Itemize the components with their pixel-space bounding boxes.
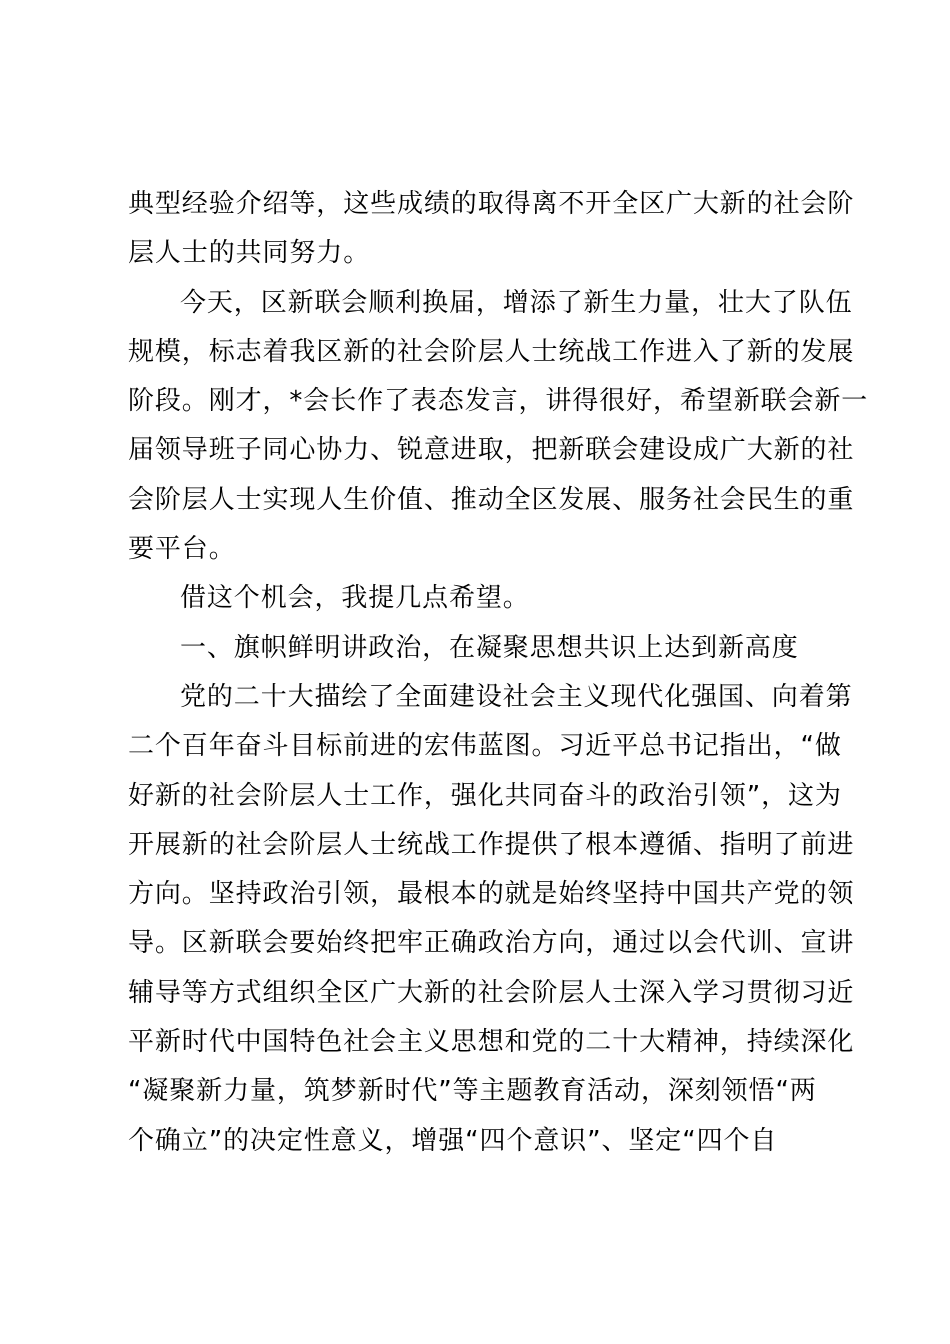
text-line: 要平台。 bbox=[128, 534, 236, 565]
section-heading: 一、旗帜鲜明讲政治，在凝聚思想共识上达到新高度 bbox=[180, 632, 799, 663]
text-line: 二个百年奋斗目标前进的宏伟蓝图。习近平总书记指出，“做 bbox=[128, 731, 842, 762]
text-line: 党的二十大描绘了全面建设社会主义现代化强国、向着第 bbox=[180, 681, 853, 712]
text-line: 导。区新联会要始终把牢正确政治方向，通过以会代训、宣讲 bbox=[128, 928, 855, 959]
text-line: 开展新的社会阶层人士统战工作提供了根本遵循、指明了前进 bbox=[128, 829, 855, 860]
text-line: 平新时代中国特色社会主义思想和党的二十大精神，持续深化 bbox=[128, 1027, 855, 1058]
text-line: 阶段。刚才，*会长作了表态发言，讲得很好，希望新联会新一 bbox=[128, 386, 869, 417]
text-line: 借这个机会，我提几点希望。 bbox=[180, 583, 530, 614]
text-line: 届领导班子同心协力、锐意进取，把新联会建设成广大新的社 bbox=[128, 435, 855, 466]
document-body bbox=[128, 180, 869, 1166]
text-line: 好新的社会阶层人士工作，强化共同奋斗的政治引领”，这为 bbox=[128, 780, 842, 811]
text-line: “凝聚新力量，筑梦新时代”等主题教育活动，深刻领悟“两 bbox=[128, 1076, 817, 1107]
text-line: 个确立”的决定性意义，增强“四个意识”、坚定“四个自 bbox=[128, 1125, 778, 1156]
text-line: 会阶层人士实现人生价值、推动全区发展、服务社会民生的重 bbox=[128, 484, 855, 515]
text-line: 今天，区新联会顺利换届，增添了新生力量，壮大了队伍 bbox=[180, 287, 853, 318]
text-line: 层人士的共同努力。 bbox=[128, 238, 371, 269]
text-line: 规模，标志着我区新的社会阶层人士统战工作进入了新的发展 bbox=[128, 336, 855, 367]
text-line: 典型经验介绍等，这些成绩的取得离不开全区广大新的社会阶 bbox=[128, 189, 855, 219]
text-line: 方向。坚持政治引领，最根本的就是始终坚持中国共产党的领 bbox=[128, 879, 855, 910]
text-line: 辅导等方式组织全区广大新的社会阶层人士深入学习贯彻习近 bbox=[128, 977, 855, 1008]
